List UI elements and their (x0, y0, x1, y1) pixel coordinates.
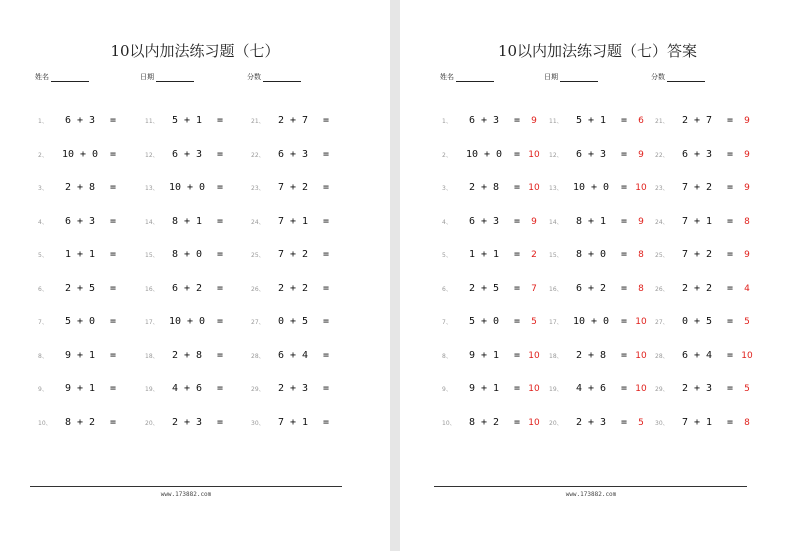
problem-expression: 6 + 3 (277, 148, 309, 160)
problem-number: 22、 (251, 151, 265, 159)
answer-value: 8 (638, 283, 644, 294)
problem-expression: 7 + 1 (277, 416, 309, 428)
problem-expression: 6 + 3 (468, 215, 500, 227)
problem-expression: 5 + 0 (64, 316, 96, 327)
problem-number: 24、 (655, 218, 669, 226)
name-blank (456, 73, 494, 82)
equals-sign: = (726, 316, 734, 327)
score-label: 分数 (247, 73, 261, 81)
answer-item (655, 279, 755, 293)
problem-item (145, 145, 229, 159)
answer-value: 9 (744, 250, 750, 260)
problem-item (251, 279, 335, 293)
problem-number: 26、 (655, 285, 669, 293)
problem-number: 18、 (549, 352, 563, 360)
equals-sign: = (726, 249, 734, 260)
problem-number: 23、 (251, 185, 265, 192)
problem-expression: 9 + 1 (468, 349, 500, 361)
equals-sign: = (109, 349, 117, 361)
answer-value: 9 (638, 149, 644, 160)
problem-expression: 2 + 7 (277, 115, 309, 126)
equals-sign: = (726, 282, 734, 294)
answer-value: 9 (744, 149, 750, 160)
problem-expression: 0 + 5 (277, 316, 309, 327)
equals-sign: = (726, 383, 734, 394)
name-blank (51, 73, 89, 82)
answer-item (549, 111, 649, 125)
problem-expression: 2 + 5 (468, 282, 500, 294)
equals-sign: = (109, 182, 117, 193)
problem-item (145, 178, 229, 192)
answer-item (549, 245, 649, 259)
name-field (440, 72, 494, 82)
score-blank (667, 73, 705, 82)
problem-number: 1、 (38, 118, 48, 125)
problem-expression: 8 + 0 (171, 249, 203, 260)
problem-number: 30、 (251, 419, 265, 427)
problem-item (38, 346, 122, 360)
problem-item (251, 212, 335, 226)
problem-number: 13、 (145, 185, 159, 192)
problem-expression: 9 + 1 (64, 383, 96, 394)
answer-value: 5 (744, 384, 750, 394)
equals-sign: = (109, 148, 117, 160)
problem-expression: 6 + 3 (468, 115, 500, 126)
answer-item (442, 212, 542, 226)
problem-number: 7、 (38, 319, 48, 326)
problem-item (251, 346, 335, 360)
problem-expression: 1 + 1 (64, 249, 96, 260)
answer-value: 4 (744, 283, 750, 294)
date-field (140, 72, 194, 82)
answer-value: 8 (744, 417, 750, 428)
answer-value: 5 (531, 317, 537, 327)
equals-sign: = (620, 115, 628, 126)
equals-sign: = (726, 182, 734, 193)
problem-number: 23、 (655, 185, 669, 192)
problem-expression: 2 + 5 (64, 282, 96, 294)
problem-item (145, 413, 229, 427)
equals-sign: = (216, 282, 224, 294)
answer-value: 10 (528, 384, 540, 394)
problem-expression: 7 + 2 (681, 182, 713, 193)
answer-item (442, 312, 542, 326)
problem-number: 18、 (145, 352, 159, 360)
problem-item (38, 245, 122, 259)
problem-number: 2、 (442, 151, 452, 159)
footer-website[interactable]: www.173882.com (160, 491, 212, 498)
problem-item (251, 145, 335, 159)
name-field (35, 72, 89, 82)
answer-item (442, 413, 542, 427)
problem-number: 10、 (38, 419, 52, 427)
equals-sign: = (109, 316, 117, 327)
problem-expression: 8 + 1 (171, 215, 203, 227)
problem-number: 8、 (442, 352, 452, 360)
equals-sign: = (620, 416, 628, 428)
equals-sign: = (513, 316, 521, 327)
problem-number: 6、 (442, 285, 452, 293)
answer-value: 10 (741, 350, 753, 361)
answer-item (655, 379, 755, 393)
problem-item (38, 312, 122, 326)
equals-sign: = (513, 182, 521, 193)
problem-number: 5、 (442, 252, 452, 259)
problem-expression: 8 + 2 (468, 416, 500, 428)
problem-number: 15、 (549, 252, 563, 259)
equals-sign: = (620, 182, 628, 193)
answer-item (655, 145, 755, 159)
equals-sign: = (322, 282, 330, 294)
answer-item (442, 178, 542, 192)
date-label: 日期 (140, 73, 154, 81)
problem-item (38, 212, 122, 226)
problem-number: 25、 (655, 252, 669, 259)
answer-item (655, 346, 755, 360)
problem-expression: 4 + 6 (171, 383, 203, 394)
equals-sign: = (513, 115, 521, 126)
problem-number: 4、 (38, 218, 48, 226)
equals-sign: = (513, 148, 521, 160)
answer-value: 10 (528, 417, 540, 428)
problem-expression: 10 + 0 (572, 182, 610, 193)
equals-sign: = (322, 416, 330, 428)
answer-item (442, 279, 542, 293)
equals-sign: = (620, 316, 628, 327)
problem-item (251, 111, 335, 125)
equals-sign: = (513, 282, 521, 294)
problem-expression: 6 + 2 (171, 282, 203, 294)
problem-number: 17、 (145, 319, 159, 326)
answer-value: 10 (635, 350, 647, 361)
problem-number: 14、 (549, 218, 563, 226)
problem-number: 17、 (549, 319, 563, 326)
problem-item (145, 212, 229, 226)
equals-sign: = (216, 249, 224, 260)
problem-number: 21、 (655, 118, 669, 125)
problem-number: 5、 (38, 252, 48, 259)
equals-sign: = (322, 215, 330, 227)
problem-expression: 6 + 3 (575, 148, 607, 160)
problem-expression: 4 + 6 (575, 383, 607, 394)
answer-item (549, 178, 649, 192)
footer-website[interactable]: www.173882.com (565, 491, 617, 498)
score-field (651, 72, 705, 82)
problem-number: 29、 (251, 386, 265, 393)
footer-divider (30, 486, 342, 487)
problem-item (145, 312, 229, 326)
equals-sign: = (620, 215, 628, 227)
equals-sign: = (726, 148, 734, 160)
name-label: 姓名 (440, 73, 454, 81)
equals-sign: = (216, 349, 224, 361)
answer-value: 8 (638, 250, 644, 260)
problem-expression: 10 + 0 (168, 182, 206, 193)
problem-item (38, 178, 122, 192)
equals-sign: = (322, 316, 330, 327)
problem-expression: 6 + 3 (64, 115, 96, 126)
problem-number: 9、 (442, 386, 452, 393)
equals-sign: = (322, 148, 330, 160)
problem-number: 1、 (442, 118, 452, 125)
equals-sign: = (620, 383, 628, 394)
answer-value: 9 (744, 116, 750, 126)
answer-item (442, 245, 542, 259)
problem-number: 6、 (38, 285, 48, 293)
page-title: 10以内加法练习题（七） (110, 42, 280, 60)
problem-expression: 5 + 1 (575, 115, 607, 126)
problem-number: 16、 (145, 285, 159, 293)
answer-item (655, 111, 755, 125)
equals-sign: = (513, 349, 521, 361)
answer-item (655, 245, 755, 259)
answer-page (400, 0, 795, 551)
problem-expression: 10 + 0 (572, 316, 610, 327)
equals-sign: = (109, 416, 117, 428)
problem-number: 9、 (38, 386, 48, 393)
problem-item (145, 379, 229, 393)
problem-item (251, 312, 335, 326)
equals-sign: = (513, 249, 521, 260)
answer-value: 10 (528, 149, 540, 160)
problem-number: 19、 (145, 386, 159, 393)
problem-number: 12、 (549, 151, 563, 159)
answer-value: 10 (528, 183, 540, 193)
answer-item (655, 413, 755, 427)
problem-expression: 6 + 4 (681, 349, 713, 361)
equals-sign: = (620, 249, 628, 260)
answer-item (442, 145, 542, 159)
footer-divider (434, 486, 747, 487)
answer-value: 2 (531, 250, 537, 260)
answer-item (549, 312, 649, 326)
problem-number: 16、 (549, 285, 563, 293)
equals-sign: = (726, 215, 734, 227)
equals-sign: = (109, 115, 117, 126)
answer-item (442, 379, 542, 393)
problem-expression: 8 + 1 (575, 215, 607, 227)
problem-expression: 5 + 0 (468, 316, 500, 327)
problem-number: 26、 (251, 285, 265, 293)
problem-expression: 5 + 1 (171, 115, 203, 126)
problem-expression: 2 + 2 (277, 282, 309, 294)
equals-sign: = (726, 349, 734, 361)
problem-item (251, 178, 335, 192)
date-blank (156, 73, 194, 82)
problem-item (38, 379, 122, 393)
problem-number: 15、 (145, 252, 159, 259)
problem-item (251, 245, 335, 259)
answer-value: 8 (744, 216, 750, 227)
problem-number: 22、 (655, 151, 669, 159)
problem-expression: 8 + 2 (64, 416, 96, 428)
equals-sign: = (620, 148, 628, 160)
problem-item (251, 413, 335, 427)
problem-expression: 0 + 5 (681, 316, 713, 327)
answer-item (549, 212, 649, 226)
score-blank (263, 73, 301, 82)
problem-number: 29、 (655, 386, 669, 393)
problem-expression: 2 + 8 (64, 182, 96, 193)
equals-sign: = (109, 215, 117, 227)
problem-expression: 6 + 2 (575, 282, 607, 294)
equals-sign: = (216, 182, 224, 193)
equals-sign: = (513, 215, 521, 227)
problem-number: 28、 (655, 352, 669, 360)
problem-item (145, 346, 229, 360)
problem-number: 24、 (251, 218, 265, 226)
problem-expression: 10 + 0 (61, 148, 99, 160)
problem-number: 11、 (549, 118, 563, 125)
problem-expression: 2 + 3 (171, 416, 203, 428)
problem-number: 21、 (251, 118, 265, 125)
problem-number: 4、 (442, 218, 452, 226)
problem-expression: 1 + 1 (468, 249, 500, 260)
equals-sign: = (322, 383, 330, 394)
date-label: 日期 (544, 73, 558, 81)
problem-expression: 6 + 3 (64, 215, 96, 227)
problem-number: 13、 (549, 185, 563, 192)
answer-value: 10 (528, 350, 540, 361)
equals-sign: = (322, 349, 330, 361)
date-blank (560, 73, 598, 82)
problem-expression: 2 + 3 (277, 383, 309, 394)
answer-value: 5 (638, 417, 644, 428)
problem-number: 2、 (38, 151, 48, 159)
score-field (247, 72, 301, 82)
answer-value: 9 (531, 216, 537, 227)
equals-sign: = (109, 282, 117, 294)
answer-value: 10 (635, 317, 647, 327)
answer-value: 9 (638, 216, 644, 227)
problem-expression: 2 + 8 (171, 349, 203, 361)
equals-sign: = (322, 115, 330, 126)
answer-value: 9 (744, 183, 750, 193)
problem-expression: 7 + 1 (681, 416, 713, 428)
problem-expression: 6 + 3 (681, 148, 713, 160)
problem-number: 3、 (38, 185, 48, 192)
problem-expression: 7 + 1 (277, 215, 309, 227)
problem-expression: 9 + 1 (64, 349, 96, 361)
answer-value: 10 (635, 183, 647, 193)
equals-sign: = (322, 249, 330, 260)
equals-sign: = (726, 115, 734, 126)
equals-sign: = (620, 282, 628, 294)
answer-item (549, 346, 649, 360)
equals-sign: = (513, 416, 521, 428)
problem-expression: 2 + 8 (468, 182, 500, 193)
answer-value: 10 (635, 384, 647, 394)
answer-item (549, 413, 649, 427)
problem-expression: 7 + 2 (681, 249, 713, 260)
problem-item (145, 245, 229, 259)
problem-number: 14、 (145, 218, 159, 226)
problem-item (38, 413, 122, 427)
problem-expression: 8 + 0 (575, 249, 607, 260)
problem-expression: 2 + 3 (681, 383, 713, 394)
answer-value: 6 (638, 116, 644, 126)
problem-item (38, 145, 122, 159)
answer-item (549, 379, 649, 393)
problem-expression: 2 + 7 (681, 115, 713, 126)
problem-number: 20、 (145, 419, 159, 427)
problem-number: 12、 (145, 151, 159, 159)
equals-sign: = (620, 349, 628, 361)
problem-expression: 2 + 8 (575, 349, 607, 361)
date-field (544, 72, 598, 82)
problem-number: 11、 (145, 118, 159, 125)
problem-expression: 10 + 0 (465, 148, 503, 160)
equals-sign: = (109, 383, 117, 394)
equals-sign: = (216, 383, 224, 394)
problem-expression: 7 + 2 (277, 249, 309, 260)
problem-number: 19、 (549, 386, 563, 393)
problem-number: 28、 (251, 352, 265, 360)
problem-expression: 6 + 3 (171, 148, 203, 160)
problem-number: 10、 (442, 419, 456, 427)
score-label: 分数 (651, 73, 665, 81)
problem-number: 20、 (549, 419, 563, 427)
problem-item (145, 279, 229, 293)
equals-sign: = (513, 383, 521, 394)
worksheet-page (0, 0, 390, 551)
problem-expression: 2 + 3 (575, 416, 607, 428)
answer-item (442, 346, 542, 360)
problem-expression: 2 + 2 (681, 282, 713, 294)
problem-item (38, 111, 122, 125)
answer-item (549, 145, 649, 159)
answer-item (655, 212, 755, 226)
page-title: 10以内加法练习题（七）答案 (497, 42, 698, 60)
problem-number: 7、 (442, 319, 452, 326)
answer-item (655, 178, 755, 192)
problem-number: 25、 (251, 252, 265, 259)
name-label: 姓名 (35, 73, 49, 81)
problem-item (251, 379, 335, 393)
problem-item (38, 279, 122, 293)
problem-number: 30、 (655, 419, 669, 427)
equals-sign: = (726, 416, 734, 428)
problem-expression: 6 + 4 (277, 349, 309, 361)
equals-sign: = (216, 316, 224, 327)
equals-sign: = (216, 416, 224, 428)
equals-sign: = (109, 249, 117, 260)
answer-value: 5 (744, 317, 750, 327)
answer-item (442, 111, 542, 125)
problem-item (145, 111, 229, 125)
problem-number: 27、 (251, 319, 265, 326)
problem-number: 27、 (655, 319, 669, 326)
problem-expression: 7 + 1 (681, 215, 713, 227)
problem-number: 8、 (38, 352, 48, 360)
problem-expression: 7 + 2 (277, 182, 309, 193)
problem-expression: 9 + 1 (468, 383, 500, 394)
equals-sign: = (216, 115, 224, 126)
equals-sign: = (216, 148, 224, 160)
equals-sign: = (322, 182, 330, 193)
answer-value: 7 (531, 283, 537, 294)
problem-expression: 10 + 0 (168, 316, 206, 327)
problem-number: 3、 (442, 185, 452, 192)
answer-item (549, 279, 649, 293)
answer-value: 9 (531, 116, 537, 126)
equals-sign: = (216, 215, 224, 227)
answer-item (655, 312, 755, 326)
